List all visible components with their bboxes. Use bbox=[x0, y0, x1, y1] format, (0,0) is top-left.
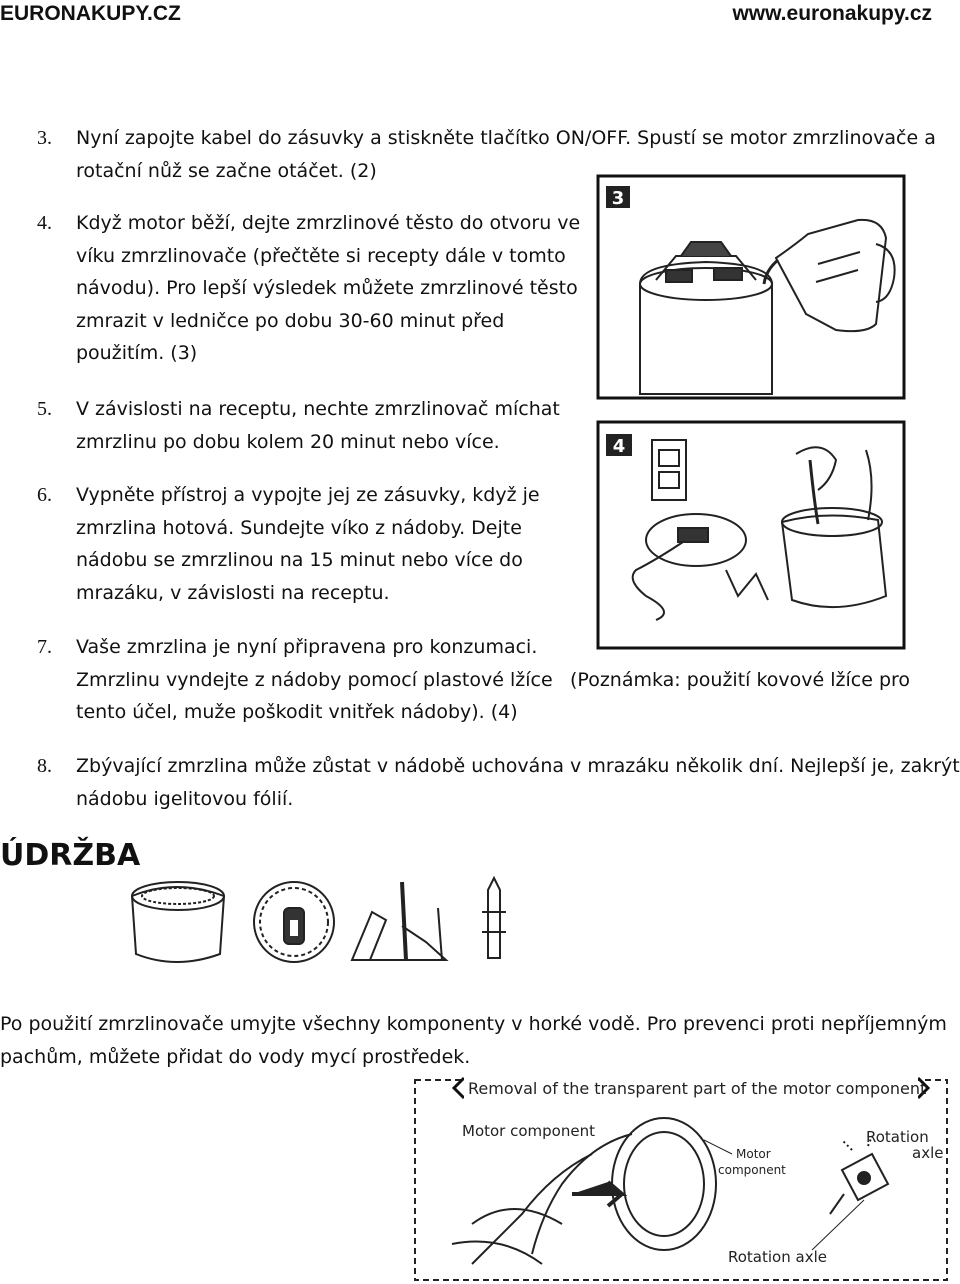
axle-drawing bbox=[830, 1136, 888, 1214]
step-line: rotační nůž se začne otáčet. (2) bbox=[76, 159, 377, 182]
step-line: návodu). Pro lepší výsledek můžete zmrzlinové těsto bbox=[76, 277, 578, 299]
step-line: zmrzlina hotová. Sundejte víko z nádoby. Dejte bbox=[76, 516, 522, 539]
maintenance-paragraph bbox=[0, 1008, 958, 1073]
step-line: Když motor běží, dejte zmrzlinové těsto do otvoru ve bbox=[76, 212, 581, 234]
paragraph-line: pachům, můžete přidat do vody mycí prostředek. bbox=[0, 1045, 471, 1068]
paddle-component bbox=[352, 882, 446, 960]
maintenance-components bbox=[126, 872, 526, 972]
step-number: 7. bbox=[37, 636, 52, 658]
leader-line bbox=[812, 1200, 864, 1250]
step-line: zmrazit v ledničce po dobu 30-60 minut před bbox=[76, 309, 505, 332]
axle-component bbox=[482, 878, 506, 958]
cord-drawing bbox=[633, 514, 768, 620]
step-line: Nyní zapojte kabel do zásuvky a stiskněte tlačítko ON/OFF. Spustí se motor zmrzlinovače a bbox=[76, 127, 936, 149]
section-heading: ÚDRŽBA bbox=[0, 838, 141, 873]
step-line: Zbývající zmrzlina může zůstat v nádobě uchována v mrazáku několik dní. Nejlepší je, zakrýt bbox=[76, 755, 960, 777]
step-line: mrazáku, v závislosti na receptu. bbox=[76, 581, 390, 604]
step-line: zmrzlinu po dobu kolem 20 minut nebo více. bbox=[76, 430, 500, 453]
step-line: Zmrzlinu vyndejte z nádoby pomocí plastové lžíce bbox=[76, 668, 553, 691]
label-component: component bbox=[718, 1163, 786, 1177]
figure-frame bbox=[598, 422, 904, 648]
step-line: víku zmrzlinovače (přečtěte si recepty dále v tomto bbox=[76, 244, 566, 267]
step-number: 4. bbox=[37, 212, 52, 234]
label-motor: Motor bbox=[736, 1147, 771, 1161]
figure-removal bbox=[412, 1074, 952, 1284]
step-line: použitím. (3) bbox=[76, 342, 198, 364]
step-line: Vypněte přístroj a vypojte jej ze zásuvky, když je bbox=[76, 484, 540, 506]
pitcher-drawing bbox=[764, 220, 895, 331]
step-line: nádobu se zmrzlinou na 15 minut nebo více do bbox=[76, 549, 523, 571]
header-brand: EURONAKUPY.CZ bbox=[0, 2, 181, 25]
figure-frame bbox=[598, 176, 904, 398]
step-number: 8. bbox=[37, 755, 52, 777]
figure-step-3 bbox=[596, 174, 906, 400]
lid-component bbox=[254, 882, 334, 962]
step-line: V závislosti na receptu, nechte zmrzlinovač míchat bbox=[76, 398, 560, 420]
step-line: nádobu igelitovou fólií. bbox=[76, 787, 294, 810]
header-website: www.euronakupy.cz bbox=[732, 2, 932, 25]
step-line: Vaše zmrzlina je nyní připravena pro konzumaci. bbox=[76, 636, 538, 658]
bowl-component bbox=[132, 882, 224, 962]
ice-cream-maker-drawing bbox=[640, 242, 772, 394]
figure-number: 4 bbox=[612, 436, 626, 457]
figure-title: Removal of the transparent part of the motor component bbox=[468, 1079, 927, 1098]
paragraph-line: Po použití zmrzlinovače umyjte všechny komponenty v horké vodě. Pro prevenci proti nepříjemným bbox=[0, 1013, 947, 1035]
bowl-drawing bbox=[782, 447, 886, 607]
figure-step-4 bbox=[596, 420, 906, 650]
step-number: 6. bbox=[37, 484, 52, 506]
step-line: tento účel, muže poškodit vnitřek nádoby). (4) bbox=[76, 701, 518, 723]
label-rotation: Rotation bbox=[866, 1128, 929, 1146]
label-motor-component: Motor component bbox=[462, 1122, 595, 1140]
step-number: 5. bbox=[37, 398, 52, 420]
figure-number: 3 bbox=[611, 188, 625, 209]
label-axle: axle bbox=[912, 1144, 944, 1162]
step-number: 3. bbox=[37, 127, 52, 149]
wall-socket-drawing bbox=[652, 440, 686, 500]
label-rotation-axle: Rotation axle bbox=[728, 1248, 827, 1266]
step-note: (Poznámka: použití kovové lžíce pro bbox=[570, 668, 911, 691]
